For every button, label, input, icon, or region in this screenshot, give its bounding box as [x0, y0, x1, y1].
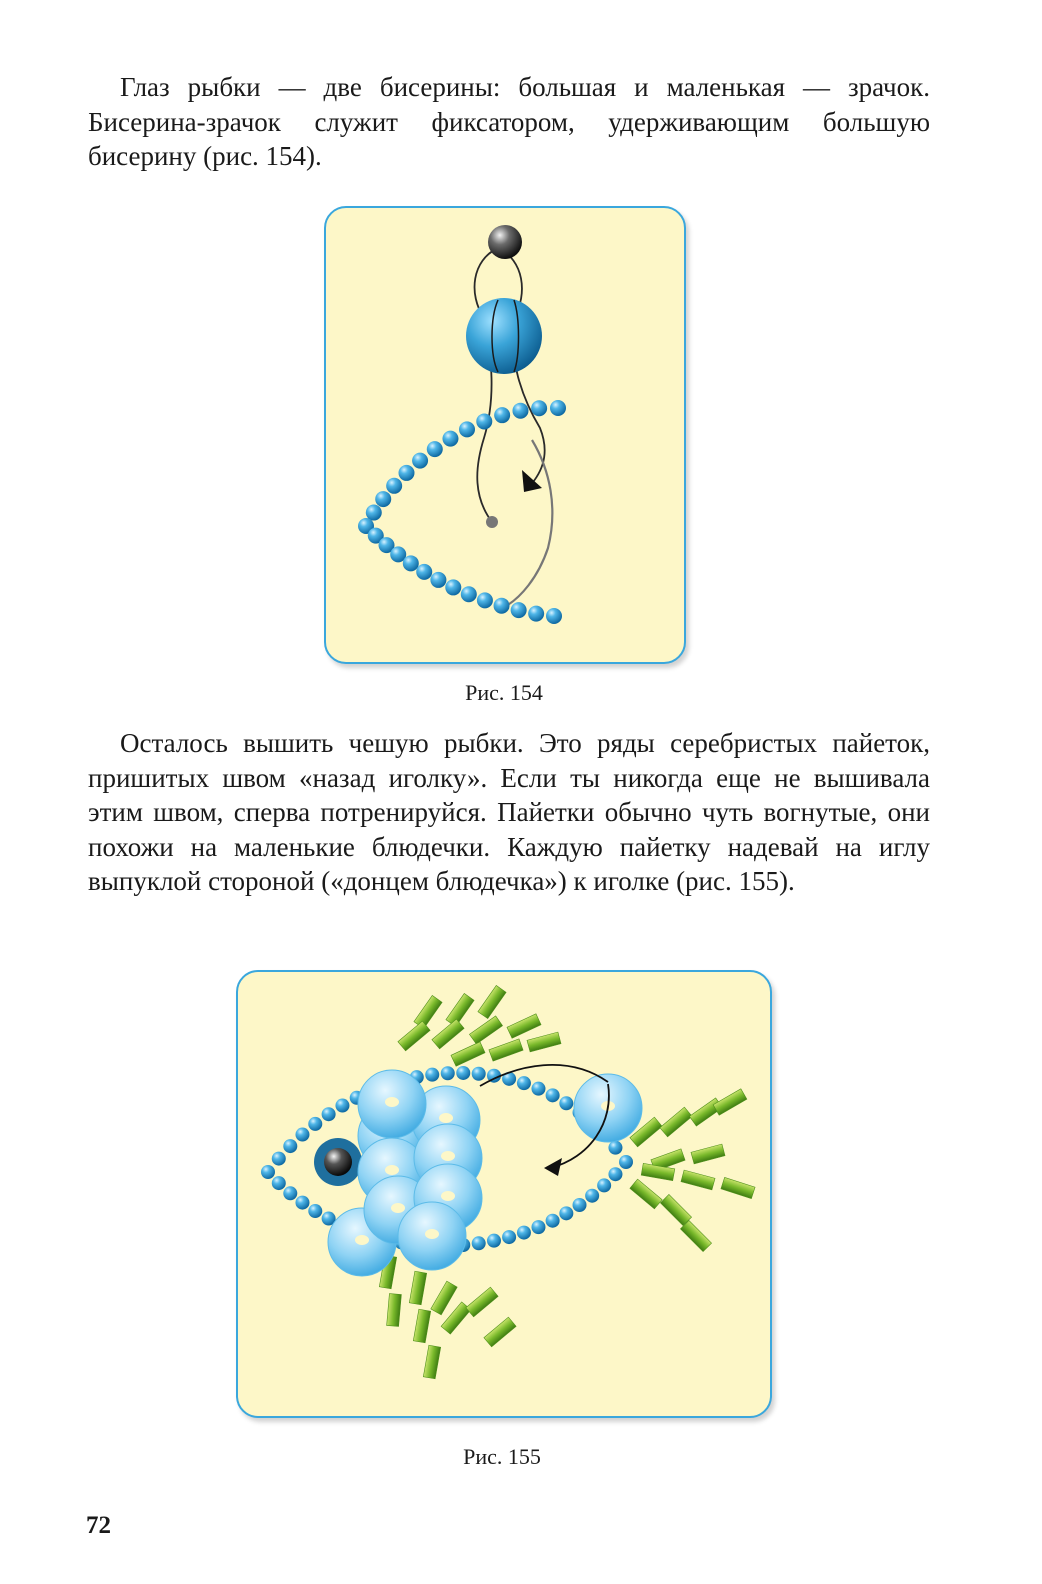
- seed-bead: [445, 579, 461, 595]
- bugle-bead: [680, 1220, 711, 1251]
- sequin-hole: [425, 1229, 439, 1239]
- seed-bead: [528, 606, 544, 622]
- sequin-hole: [391, 1203, 405, 1213]
- seed-bead: [546, 1214, 560, 1228]
- seed-bead: [441, 1066, 455, 1080]
- seed-bead: [559, 1096, 573, 1110]
- figure-154-eye-beads: [324, 206, 686, 664]
- seed-bead: [366, 505, 382, 521]
- seed-bead: [494, 407, 510, 423]
- bugle-bead: [432, 1019, 464, 1049]
- bugle-bead: [423, 1345, 440, 1379]
- bugle-bead: [431, 1281, 457, 1315]
- seed-bead: [494, 598, 510, 614]
- seed-bead: [272, 1152, 286, 1166]
- seed-bead: [619, 1155, 633, 1169]
- seed-bead: [272, 1176, 286, 1190]
- seed-bead: [295, 1196, 309, 1210]
- sequin-hole: [441, 1191, 455, 1201]
- seed-bead: [308, 1204, 322, 1218]
- big-bead: [466, 298, 542, 374]
- bead-chain: [358, 400, 566, 624]
- figure-155-fish-sequins: [236, 970, 772, 1418]
- bugle-bead: [630, 1179, 662, 1209]
- figure-155-illustration: [238, 972, 770, 1416]
- paragraph-eye-description: [88, 70, 930, 174]
- sequin-hole: [385, 1165, 399, 1175]
- bugle-bead: [387, 1294, 402, 1327]
- seed-bead: [283, 1186, 297, 1200]
- seed-bead: [308, 1117, 322, 1131]
- sequin-hole: [439, 1113, 453, 1123]
- fish-eye-pupil-bead: [324, 1148, 352, 1176]
- seed-bead: [512, 403, 528, 419]
- bugle-bead: [507, 1014, 541, 1038]
- seed-bead: [476, 413, 492, 429]
- bugle-bead: [466, 1287, 498, 1317]
- seed-bead: [517, 1226, 531, 1240]
- paragraph-text: Глаз рыбки — две бисерины: большая и маленькая — зрачок. Бисерина-зрачок служит фиксатором, удерживающим большую бисерину (рис. 154).: [88, 72, 930, 171]
- seed-bead: [283, 1139, 297, 1153]
- seed-bead: [425, 1068, 439, 1082]
- seed-bead: [461, 586, 477, 602]
- seed-bead: [477, 592, 493, 608]
- seed-bead: [531, 1220, 545, 1234]
- seed-bead: [531, 400, 547, 416]
- seed-bead: [546, 1088, 560, 1102]
- sequin-hole: [355, 1235, 369, 1245]
- bugle-bead: [660, 1107, 692, 1137]
- bugle-bead: [478, 985, 506, 1018]
- bugle-bead: [660, 1194, 691, 1225]
- thread-left: [475, 248, 498, 522]
- seed-bead: [261, 1165, 275, 1179]
- seed-bead: [398, 465, 414, 481]
- seed-bead: [597, 1178, 611, 1192]
- bugle-bead: [409, 1271, 426, 1305]
- seed-bead: [511, 602, 527, 618]
- paragraph-text: Осталось вышить чешую рыбки. Это ряды серебристых пайеток, пришитых швом «назад иголку». Если ты никогда еще не вышивала этим швом, сперва потренируйся. Пайетки обычно чуть вогнутые, они похожи на маленькие блюдечки. Каждую пайетку надевай на иглу выпуклой стороной («донцем блюдечка») к иголке (рис. 155).: [88, 728, 930, 896]
- seed-bead: [546, 608, 562, 624]
- small-pupil-bead: [488, 225, 522, 259]
- seed-bead: [430, 572, 446, 588]
- sequin-hole: [441, 1151, 455, 1161]
- seed-bead: [559, 1206, 573, 1220]
- seed-bead: [335, 1099, 349, 1113]
- seed-bead: [295, 1128, 309, 1142]
- bugle-bead: [398, 1021, 430, 1051]
- seed-bead: [416, 564, 432, 580]
- seed-bead: [403, 555, 419, 571]
- figure-154-caption: Рис. 154: [465, 680, 543, 705]
- seed-bead: [459, 421, 475, 437]
- seed-bead: [573, 1198, 587, 1212]
- figure-154-illustration: [326, 208, 684, 662]
- bugle-bead: [691, 1144, 725, 1164]
- needle-end-dot: [486, 516, 498, 528]
- seed-bead: [608, 1141, 622, 1155]
- seed-bead: [550, 400, 566, 416]
- seed-bead: [412, 453, 428, 469]
- seed-bead: [386, 478, 402, 494]
- seed-bead: [472, 1236, 486, 1250]
- seed-bead: [517, 1076, 531, 1090]
- seed-bead: [442, 431, 458, 447]
- seed-bead: [585, 1189, 599, 1203]
- seed-bead: [502, 1230, 516, 1244]
- seed-bead: [322, 1107, 336, 1121]
- sequin-hole: [385, 1097, 399, 1107]
- seed-bead: [427, 441, 443, 457]
- bugle-bead: [413, 1309, 430, 1343]
- arrow-head-icon: [544, 1158, 562, 1176]
- bugle-bead: [484, 1317, 516, 1347]
- bugle-bead: [446, 993, 474, 1026]
- bugle-bead: [721, 1177, 755, 1198]
- seed-bead: [487, 1234, 501, 1248]
- seed-bead: [472, 1067, 486, 1081]
- paragraph-scales-description: [88, 726, 930, 899]
- bugle-bead: [527, 1032, 561, 1052]
- bugle-bead: [451, 1042, 485, 1066]
- page-number: 72: [86, 1512, 111, 1539]
- bugle-bead: [489, 1039, 523, 1061]
- seed-bead: [608, 1167, 622, 1181]
- bugle-bead: [469, 1016, 502, 1044]
- figure-155-caption: Рис. 155: [463, 1444, 541, 1469]
- seed-bead: [531, 1082, 545, 1096]
- bugle-bead: [713, 1089, 747, 1115]
- thread-return: [506, 440, 552, 606]
- seed-bead: [456, 1066, 470, 1080]
- bugle-bead: [681, 1170, 715, 1190]
- seed-bead: [375, 491, 391, 507]
- bugle-bead: [414, 995, 442, 1028]
